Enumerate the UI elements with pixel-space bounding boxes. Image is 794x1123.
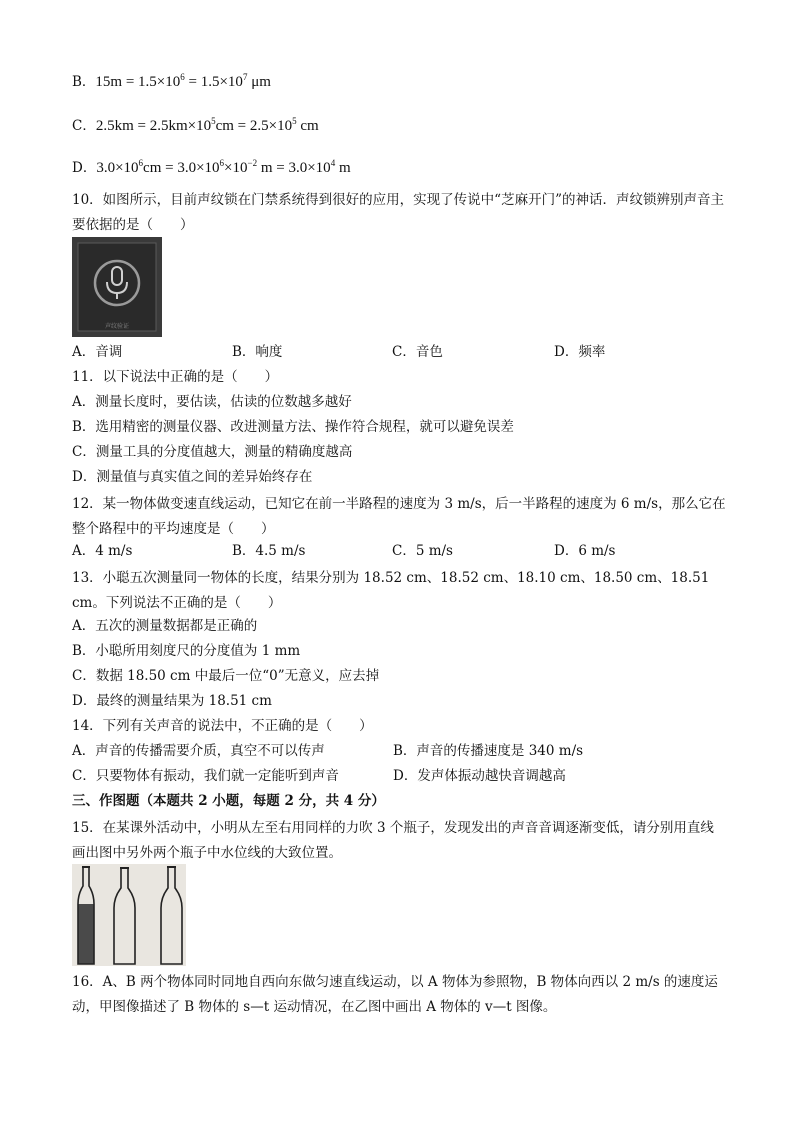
- exponent: 4: [330, 158, 336, 168]
- q11-option-a: A．测量长度时，要估读，估读的位数越多越好: [72, 394, 352, 410]
- q10-option-c: C．音色: [392, 344, 443, 360]
- math-text: m: [335, 160, 351, 176]
- section-heading: 三、作图题（本题共 2 小题，每题 2 分，共 4 分）: [72, 793, 385, 809]
- q9-option-c: [72, 117, 319, 135]
- image-caption: 声纹验证: [104, 323, 129, 330]
- q11-option-d: D．测量值与真实值之间的差异始终存在: [72, 469, 313, 485]
- q12-option-b: B．4.5 m/s: [232, 543, 306, 559]
- option-label: C．: [72, 118, 96, 134]
- math-text: cm: [296, 118, 319, 134]
- voice-lock-image: [72, 237, 162, 337]
- exponent: 5: [211, 116, 216, 126]
- exponent: −2: [247, 158, 258, 168]
- q9-option-d: [72, 159, 351, 177]
- q12-option-d: D．6 m/s: [554, 543, 616, 559]
- q9-option-b: [72, 73, 271, 91]
- math-text: = 1.5×10: [184, 74, 243, 90]
- q13-stem: 13．小聪五次测量同一物体的长度，结果分别为 18.52 cm、18.52 cm、18.10 cm、18.50 cm、18.51 cm。下列说法不正确的是（ ）: [72, 570, 710, 611]
- math-text: ×10: [224, 160, 248, 176]
- q10-stem: 10．如图所示，目前声纹锁在门禁系统得到很好的应用，实现了传说中“芝麻开门”的神话．声纹锁辨别声音主要依据的是（ ）: [72, 192, 724, 233]
- q14-stem: 14．下列有关声音的说法中，不正确的是（ ）: [72, 718, 373, 734]
- math-text: cm = 2.5×10: [215, 118, 293, 134]
- q10-option-a: A．音调: [72, 344, 123, 360]
- q14-option-c: C．只要物体有振动，我们就一定能听到声音: [72, 768, 339, 784]
- exponent: 6: [180, 72, 185, 82]
- math-text: cm = 3.0×10: [143, 160, 220, 176]
- exponent: 6: [138, 158, 144, 168]
- q13-option-d: D．最终的测量结果为 18.51 cm: [72, 693, 272, 709]
- q12-option-c: C．5 m/s: [392, 543, 453, 559]
- q16-stem: 16．A、B 两个物体同时同地自西向东做匀速直线运动，以 A 物体为参照物，B 物体向西以 2 m/s 的速度运动，甲图像描述了 B 物体的 s—t 运动情况，在乙图中画出 A 物体的 v—t 图像。: [72, 974, 718, 1015]
- q13-option-a: A．五次的测量数据都是正确的: [72, 618, 258, 634]
- option-label: B．: [72, 74, 96, 90]
- bottles-figure: [72, 864, 186, 966]
- q14-option-d: D．发声体振动越快音调越高: [393, 768, 566, 784]
- q10-option-b: B．响度: [232, 344, 283, 360]
- math-text: m = 3.0×10: [257, 160, 331, 176]
- q14-option-a: A．声音的传播需要介质，真空不可以传声: [72, 743, 325, 759]
- bottles-image: [72, 864, 186, 966]
- q11-option-b: B．选用精密的测量仪器、改进测量方法、操作符合规程，就可以避免误差: [72, 419, 514, 435]
- exponent: 5: [292, 116, 297, 126]
- q12-option-a: A．4 m/s: [72, 543, 133, 559]
- q11-stem: 11．以下说法中正确的是（ ）: [72, 369, 279, 385]
- option-label: D．: [72, 160, 97, 176]
- q13-option-b: B．小聪所用刻度尺的分度值为 1 mm: [72, 643, 301, 659]
- exponent: 7: [242, 72, 248, 82]
- q11-option-c: C．测量工具的分度值越大，测量的精确度越高: [72, 444, 353, 460]
- math-text: 15m = 1.5×10: [95, 74, 181, 90]
- q13-option-c: C．数据 18.50 cm 中最后一位“0”无意义，应去掉: [72, 668, 380, 684]
- math-text: 3.0×10: [96, 160, 139, 176]
- q10-option-d: D．频率: [554, 344, 606, 360]
- q14-option-b: B．声音的传播速度是 340 m/s: [393, 743, 584, 759]
- q15-stem: 15．在某课外活动中，小明从左至右用同样的力吹 3 个瓶子，发现发出的声音音调逐渐变低，请分别用直线画出图中另外两个瓶子中水位线的大致位置。: [72, 820, 714, 861]
- exponent: 6: [219, 158, 225, 168]
- q12-stem: 12．某一物体做变速直线运动，已知它在前一半路程的速度为 3 m/s，后一半路程的速度为 6 m/s，那么它在整个路程中的平均速度是（ ）: [72, 496, 726, 537]
- math-text: 2.5km = 2.5km×10: [95, 118, 212, 134]
- math-text: μm: [247, 74, 271, 90]
